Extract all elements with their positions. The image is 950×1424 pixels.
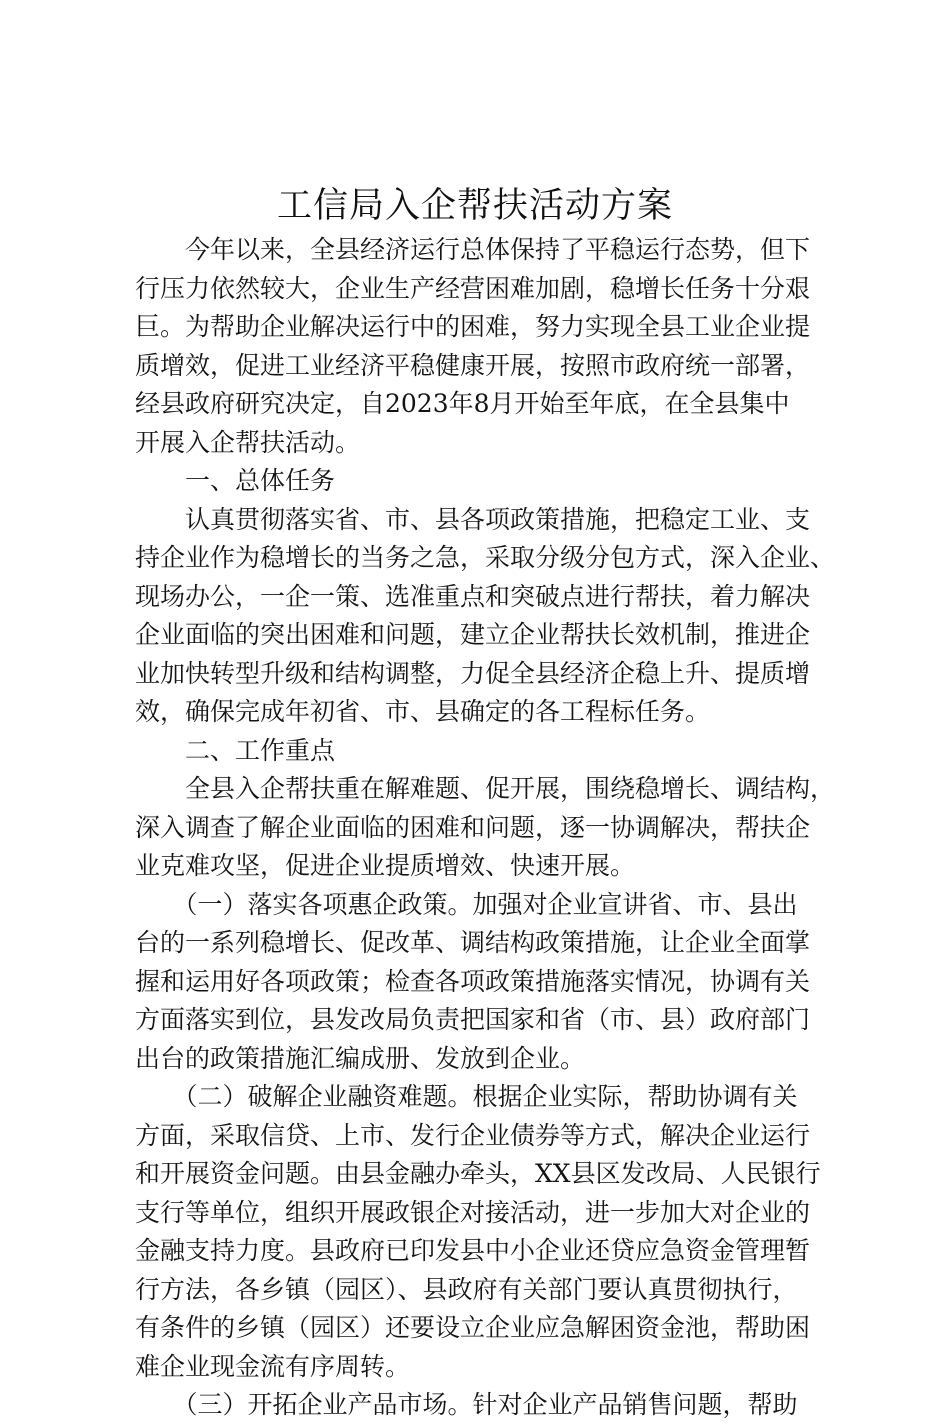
body-text-line: 业克难攻坚，促进企业提质增效、快速开展。 xyxy=(135,851,636,880)
body-text-line: 认真贯彻落实省、市、县各项政策措施，把稳定工业、支 xyxy=(135,504,811,534)
body-text-line: 难企业现金流有序周转。 xyxy=(135,1351,411,1381)
body-text-line: 经县政府研究决定，自2023年8月开始至年底，在全县集中 xyxy=(135,389,790,418)
body-text-line: 台的一系列稳增长、促改革、调结构政策措施，让企业全面掌 xyxy=(135,928,811,957)
body-text-line: 握和运用好各项政策；检查各项政策措施落实情况，协调有关 xyxy=(135,966,811,996)
body-text-line: 行压力依然较大，企业生产经营困难加剧，稳增长任务十分艰 xyxy=(135,273,811,303)
body-text-line: 效，确保完成年初省、市、县确定的各工程标任务。 xyxy=(135,697,711,726)
body-text-line: 现场办公，一企一策、选准重点和突破点进行帮扶，着力解决 xyxy=(135,581,811,611)
body-text-line: 持企业作为稳增长的当务之急，采取分级分包方式，深入企业、 xyxy=(135,543,836,572)
body-text-line: 方面落实到位，县发改局负责把国家和省（市、县）政府部门 xyxy=(135,1005,811,1034)
body-text-line: 质增效，促进工业经济平稳健康开展，按照市政府统一部署， xyxy=(135,350,811,380)
body-text-line: 全县入企帮扶重在解难题、促开展，围绕稳增长、调结构， xyxy=(135,774,836,803)
body-text-line: 和开展资金问题。由县金融办牵头，XX县区发改局、人民银行 xyxy=(135,1159,821,1188)
body-text-line: 今年以来，全县经济运行总体保持了平稳运行态势，但下 xyxy=(135,235,811,264)
body-text-line: 业加快转型升级和结构调整，力促全县经济企稳上升、提质增 xyxy=(135,658,811,688)
body-text-line: 一、总体任务 xyxy=(135,466,336,495)
body-text-line: 企业面临的突出困难和问题，建立企业帮扶长效机制，推进企 xyxy=(135,620,811,649)
body-text-line: （二）破解企业融资难题。根据企业实际，帮助协调有关 xyxy=(135,1082,798,1111)
body-text-line: 金融支持力度。县政府已印发县中小企业还贷应急资金管理暂 xyxy=(135,1236,811,1265)
body-text-line: 行方法，各乡镇（园区）、县政府有关部门要认真贯彻执行， xyxy=(135,1274,798,1304)
body-text-line: 深入调查了解企业面临的困难和问题，逐一协调解决，帮扶企 xyxy=(135,812,811,842)
body-text-line: 二、工作重点 xyxy=(135,735,336,765)
body-text-line: 方面，采取信贷、上市、发行企业债券等方式，解决企业运行 xyxy=(135,1120,811,1150)
body-text-line: 有条件的乡镇（园区）还要设立企业应急解困资金池，帮助困 xyxy=(135,1313,811,1342)
body-text-line: （三）开拓企业产品市场。针对企业产品销售问题，帮助 xyxy=(135,1390,798,1419)
body-text-line: 支行等单位，组织开展政银企对接活动，进一步加大对企业的 xyxy=(135,1197,811,1227)
body-text-line: 出台的政策措施汇编成册、发放到企业。 xyxy=(135,1043,586,1073)
body-text-line: （一）落实各项惠企政策。加强对企业宣讲省、市、县出 xyxy=(135,889,798,919)
body-text-line: 巨。为帮助企业解决运行中的困难，努力实现全县工业企业提 xyxy=(135,312,811,341)
body-text-line: 开展入企帮扶活动。 xyxy=(135,427,361,457)
document-title: 工信局入企帮扶活动方案 xyxy=(276,186,673,226)
